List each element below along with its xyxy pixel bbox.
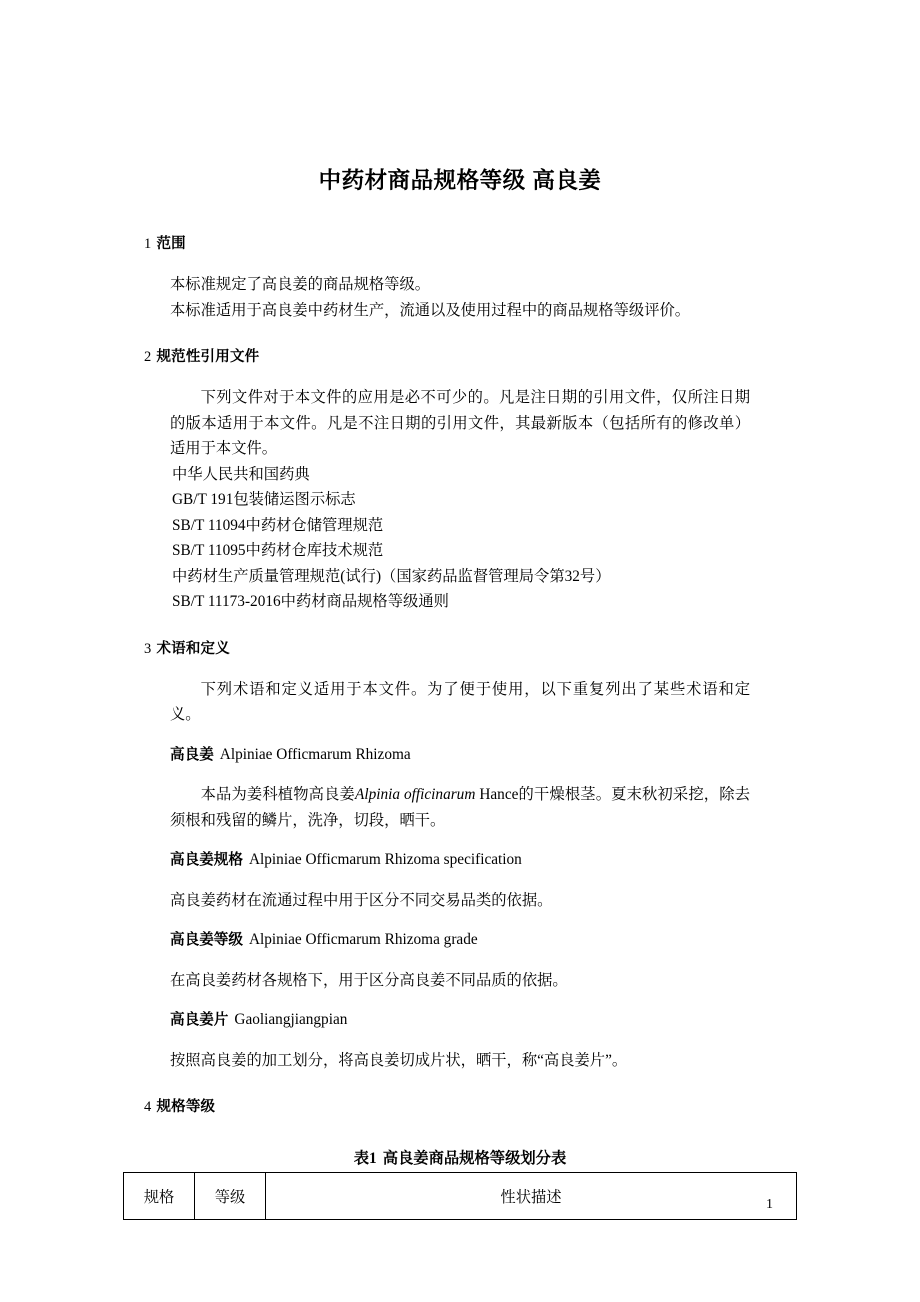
table-header-grade: 等级 [195,1173,266,1220]
section-heading-grades [144,1095,920,1116]
table-header-specification: 规格 [124,1173,195,1220]
list-item: GB/T 191包装储运图示标志 [172,491,356,508]
section-heading-text: 范围 [156,236,186,252]
term-definition-1 [170,782,750,833]
table-caption-text: 高良姜商品规格等级划分表 [382,1150,567,1167]
term-label-cn: 高良姜片 [170,1012,229,1028]
list-item: 中药材生产质量管理规范(试行)（国家药品监督管理局令第32号） [172,567,611,585]
list-item: SB/T 11095中药材仓库技术规范 [172,542,384,559]
table-caption-number: 表1 [353,1150,377,1167]
definition-text-pre: 本品为姜科植物高良姜 [200,786,355,803]
table-caption [0,1146,920,1168]
term-label-latin: Gaoliangjiangpian [234,1011,348,1028]
section-heading-terms [144,637,920,658]
list-item: 中华人民共和国药典 [172,465,310,483]
term-definition-3: 在高良姜药材各规格下，用于区分高良姜不同品质的依据。 [170,971,568,989]
term-label-cn: 高良姜等级 [170,932,243,948]
page-number: 1 [766,1197,773,1212]
section-heading-text: 规范性引用文件 [156,349,260,365]
term-entry-2 [170,847,920,874]
normative-references-intro: 下列文件对于本文件的应用是必不可少的。凡是注日期的引用文件，仅所注日期的版本适用于本文件。凡是不注日期的引用文件，其最新版本（包括所有的修改单）适用于本文件。 [170,389,750,457]
scope-paragraph-1: 本标准规定了高良姜的商品规格等级。 [170,276,431,293]
section-number: 3 [144,640,152,657]
term-definition-4: 按照高良姜的加工划分，将高良姜切成片状，晒干，称“高良姜片”。 [170,1051,628,1069]
section-heading-normative-references [144,345,920,366]
scientific-name: Alpinia officinarum [354,786,476,803]
term-entry-4 [170,1007,920,1034]
term-definition-2: 高良姜药材在流通过程中用于区分不同交易品类的依据。 [170,891,553,909]
section-number: 2 [144,349,152,365]
term-label-latin: Alpiniae Officmarum Rhizoma specification [248,851,522,868]
section-number: 4 [144,1099,152,1115]
page-title: 中药材商品规格等级 高良姜 [318,168,602,193]
term-label-latin: Alpiniae Officmarum Rhizoma grade [248,931,478,948]
term-label-cn: 高良姜规格 [170,852,243,868]
document-body [0,232,920,1220]
table-header-description: 性状描述 [266,1173,797,1220]
definition-text-post: Hance的干燥根茎。夏末秋初采挖，除去须根和残留的鳞片，洗净，切段，晒干。 [170,786,750,829]
list-item: SB/T 11094中药材仓储管理规范 [172,516,384,534]
term-entry-3 [170,927,920,954]
section-heading-text: 规格等级 [156,1099,216,1115]
section-normative-references [0,345,920,615]
terms-intro: 下列术语和定义适用于本文件。为了便于使用，以下重复列出了某些术语和定义。 [170,680,750,723]
list-item: SB/T 11173-2016中药材商品规格等级通则 [172,593,449,610]
section-terms-and-definitions [0,637,920,1074]
term-label-latin: Alpiniae Officmarum Rhizoma [219,745,411,763]
normative-reference-list [172,462,920,615]
term-entry-1 [170,742,920,769]
section-heading-scope [144,232,920,253]
section-scope [0,232,920,323]
term-label-cn: 高良姜 [170,746,214,763]
section-number: 1 [144,236,152,252]
scope-paragraph-2: 本标准适用于高良姜中药材生产，流通以及使用过程中的商品规格等级评价。 [170,301,691,319]
section-heading-text: 术语和定义 [156,640,230,657]
